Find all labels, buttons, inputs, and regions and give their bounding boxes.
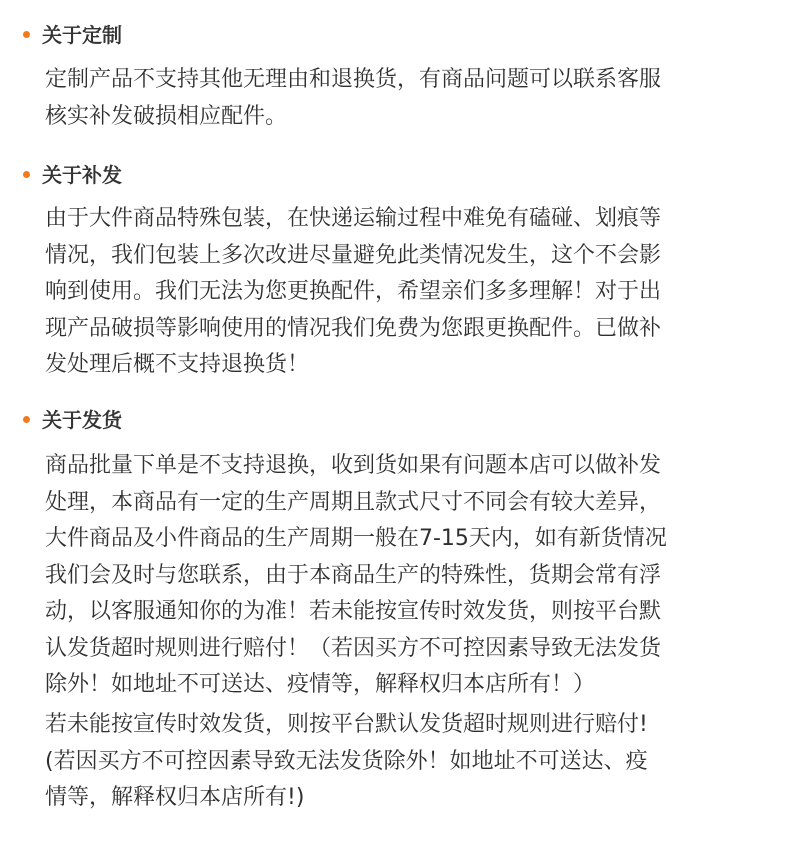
- section-title: 关于补发: [42, 163, 122, 187]
- bullet-dot-icon: [23, 31, 30, 38]
- section-title: 关于发货: [42, 408, 122, 432]
- section-paragraph: [45, 62, 775, 135]
- section-paragraph: [45, 201, 775, 384]
- paragraph-line: 若未能按宣传时效发货，则按平台默认发货超时规则进行赔付!: [45, 712, 648, 737]
- paragraph-line: 核实补发破损相应配件。: [45, 103, 288, 129]
- paragraph-line: 动，以客服通知你的为准！若未能按宣传时效发货，则按平台默: [45, 599, 662, 624]
- paragraph-line: 发处理后概不支持退换货！: [45, 352, 310, 377]
- paragraph-line: 情等，解释权归本店所有!): [45, 785, 305, 810]
- paragraph-line: 处理，本商品有一定的生产周期且款式尺寸不同会有较大差异，: [45, 489, 662, 515]
- paragraph-line: 情况，我们包装上多次改进尽量避免此类情况发生，这个不会影: [45, 242, 662, 268]
- paragraph-line: 认发货超时规则进行赔付！（若因买方不可控因素导致无法发货: [45, 635, 662, 661]
- paragraph-line: 响到使用。我们无法为您更换配件，希望亲们多多理解！对于出: [45, 279, 662, 304]
- bullet-dot-icon: [23, 171, 30, 178]
- section-paragraph: [45, 707, 775, 817]
- paragraph-line: 定制产品不支持其他无理由和退换货，有商品问题可以联系客服: [45, 67, 662, 92]
- paragraph-line: 大件商品及小件商品的生产周期一般在7-15天内，如有新货情况: [45, 526, 667, 551]
- section-title: 关于定制: [42, 23, 122, 47]
- paragraph-line: 由于大件商品特殊包装，在快递运输过程中难免有磕碰、划痕等: [45, 206, 662, 231]
- bullet-dot-icon: [23, 416, 30, 423]
- section-paragraph: [45, 448, 775, 704]
- paragraph-line: (若因买方不可控因素导致无法发货除外！如地址不可送达、疫: [45, 748, 648, 774]
- paragraph-line: 现产品破损等影响使用的情况我们免费为您跟更换配件。已做补: [45, 315, 662, 341]
- paragraph-line: 商品批量下单是不支持退换，收到货如果有问题本店可以做补发: [45, 453, 662, 478]
- paragraph-line: 除外！如地址不可送达、疫情等，解释权归本店所有！）: [45, 672, 596, 697]
- paragraph-line: 我们会及时与您联系，由于本商品生产的特殊性，货期会常有浮: [45, 562, 662, 588]
